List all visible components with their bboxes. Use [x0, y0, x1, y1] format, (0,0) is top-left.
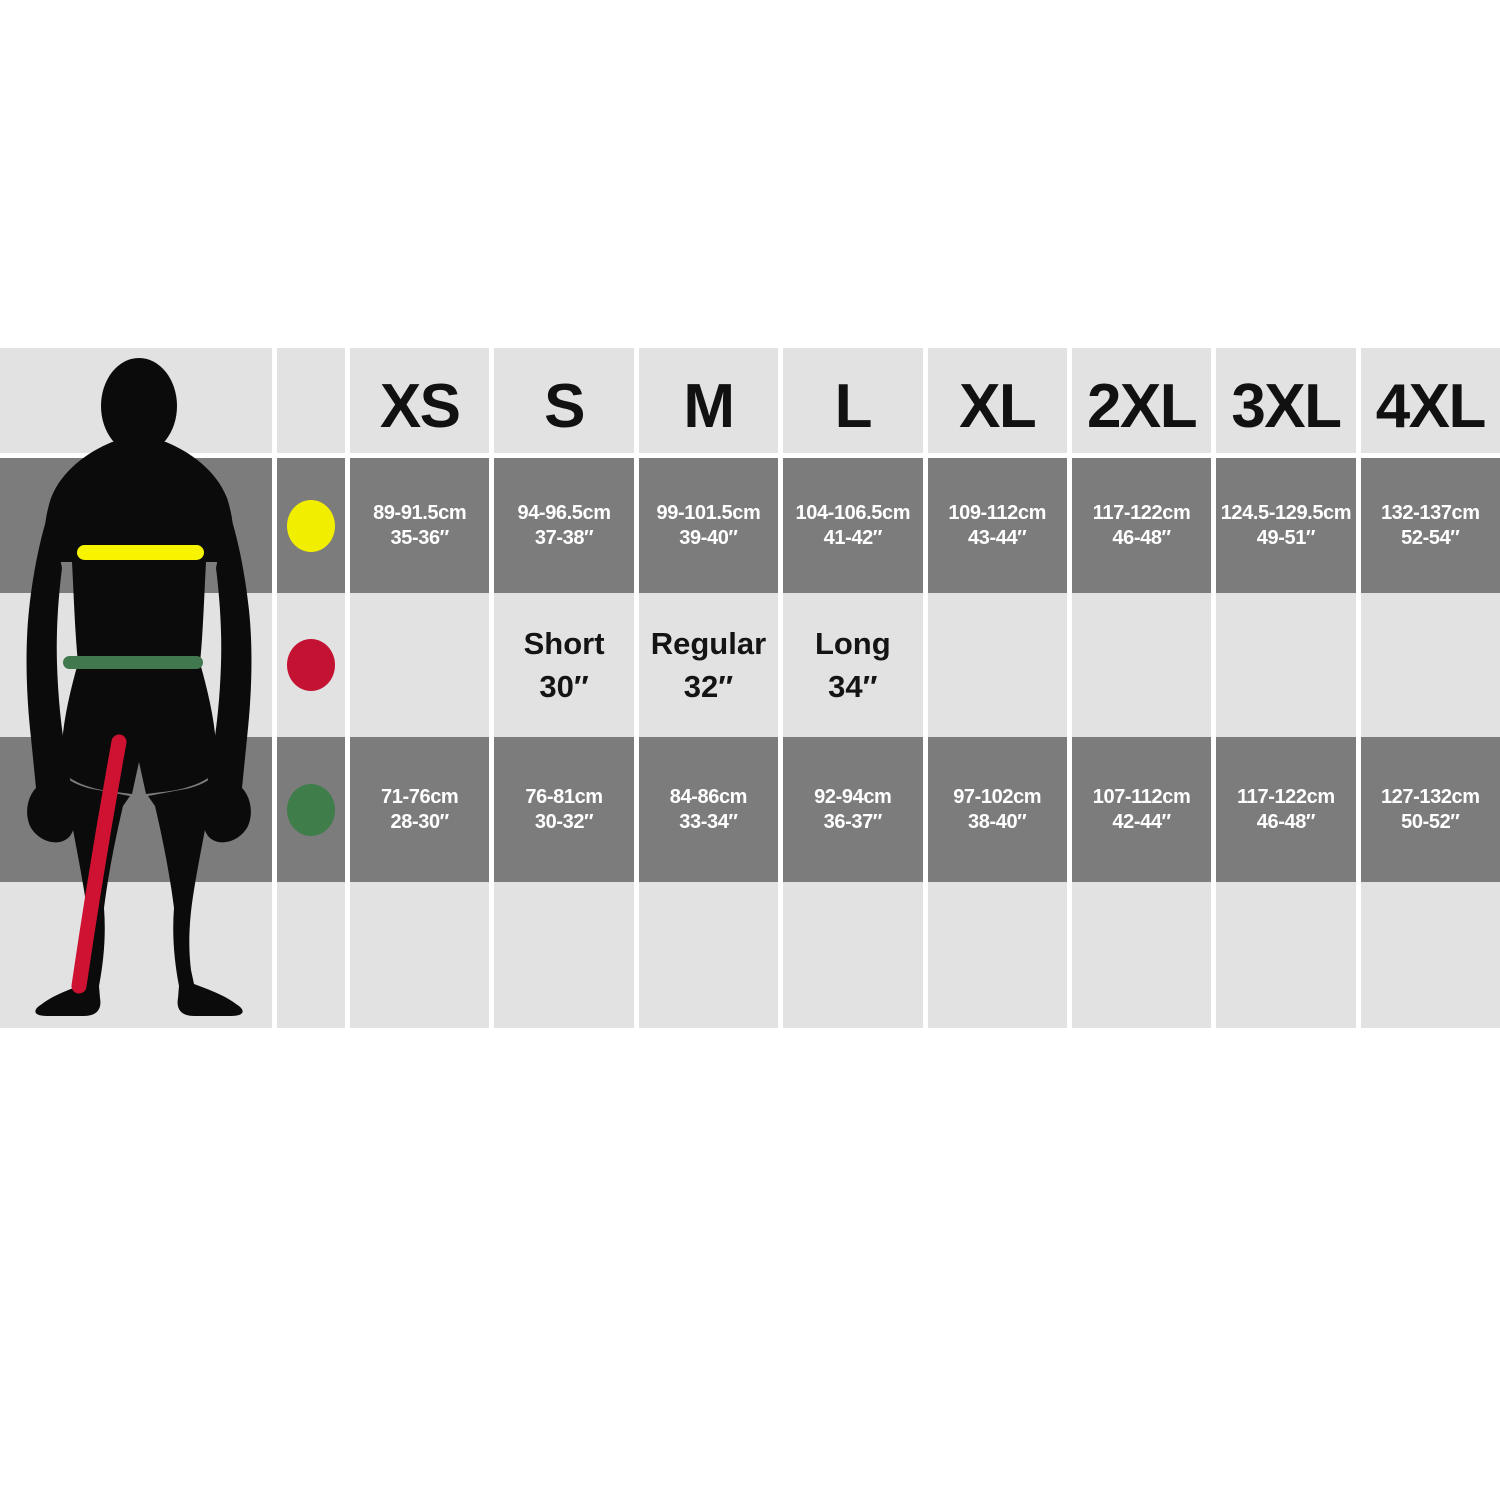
waist-cm: 76-81cm — [525, 785, 603, 808]
chest-in: 39-40″ — [679, 526, 738, 549]
chest-in: 41-42″ — [823, 526, 882, 549]
size-header-cell — [1072, 348, 1211, 453]
waist-indicator-dot-green — [287, 784, 335, 836]
length-cell — [494, 593, 633, 737]
waist-cm: 97-102cm — [953, 785, 1042, 808]
waist-in: 30-32″ — [534, 810, 594, 833]
empty-cell — [783, 882, 922, 1028]
length-in: 32″ — [683, 669, 734, 704]
length-cell — [639, 593, 778, 737]
male-silhouette — [0, 348, 272, 1028]
waist-in: 42-44″ — [1112, 810, 1171, 833]
chest-cell — [1216, 458, 1355, 593]
size-column-2xl — [1072, 348, 1211, 1028]
size-column-3xl — [1216, 348, 1355, 1028]
chest-cell — [494, 458, 633, 593]
chest-in: 52-54″ — [1401, 526, 1460, 549]
length-cell — [783, 593, 922, 737]
chest-cm: 99-101.5cm — [656, 501, 761, 524]
indicator-column — [277, 348, 345, 1028]
size-column-m — [639, 348, 778, 1028]
chest-cm: 117-122cm — [1092, 501, 1191, 524]
size-label: L — [834, 371, 871, 441]
waist-cell — [1072, 737, 1211, 882]
size-column-s — [494, 348, 633, 1028]
size-column-xl — [928, 348, 1067, 1028]
size-label: 3XL — [1231, 371, 1341, 441]
chest-in: 37-38″ — [534, 526, 594, 549]
size-header-cell — [639, 348, 778, 453]
chest-cell — [1361, 458, 1500, 593]
waist-cell — [1216, 737, 1355, 882]
empty-cell — [494, 882, 633, 1028]
waist-cm: 127-132cm — [1380, 785, 1480, 808]
indicator-bottom-cell — [277, 882, 345, 1028]
size-header-cell — [928, 348, 1067, 453]
waist-in: 28-30″ — [390, 810, 449, 833]
head-shape — [101, 358, 177, 454]
empty-cell — [350, 882, 489, 1028]
length-cell — [1072, 593, 1211, 737]
waist-cm: 117-122cm — [1237, 785, 1335, 808]
chest-in: 46-48″ — [1112, 526, 1171, 549]
waist-cm: 92-94cm — [814, 785, 892, 808]
size-label: XS — [379, 371, 460, 441]
waist-cm: 107-112cm — [1092, 785, 1191, 808]
chest-cell — [639, 458, 778, 593]
torso-shape — [44, 438, 234, 794]
chest-band-yellow — [77, 545, 204, 560]
length-in: 34″ — [828, 669, 878, 704]
length-indicator-dot-red — [287, 639, 335, 691]
waist-band-green — [63, 656, 203, 669]
waist-in: 50-52″ — [1401, 810, 1460, 833]
waist-in: 36-37″ — [823, 810, 882, 833]
chest-cell — [350, 458, 489, 593]
size-header-cell — [783, 348, 922, 453]
size-label: M — [683, 371, 734, 441]
chest-indicator-cell — [277, 458, 345, 593]
chest-in: 35-36″ — [390, 526, 449, 549]
waist-indicator-cell — [277, 737, 345, 882]
length-cell — [1216, 593, 1355, 737]
length-in: 30″ — [539, 669, 589, 704]
size-label: S — [544, 371, 584, 441]
chest-in: 49-51″ — [1256, 526, 1316, 549]
waist-in: 38-40″ — [968, 810, 1027, 833]
size-label: XL — [959, 371, 1036, 441]
empty-cell — [1361, 882, 1500, 1028]
length-cell — [350, 593, 489, 737]
size-header-cell — [1361, 348, 1500, 453]
chest-cm: 89-91.5cm — [373, 501, 467, 524]
empty-cell — [1072, 882, 1211, 1028]
size-label: 4XL — [1375, 371, 1485, 441]
empty-cell — [639, 882, 778, 1028]
waist-cell — [1361, 737, 1500, 882]
size-header-cell — [350, 348, 489, 453]
waist-in: 33-34″ — [679, 810, 738, 833]
length-cell — [1361, 593, 1500, 737]
length-label: Regular — [650, 626, 767, 661]
chest-cm: 104-106.5cm — [795, 501, 911, 524]
size-chart-table — [0, 348, 1500, 1028]
waist-cm: 71-76cm — [381, 785, 459, 808]
chest-in: 43-44″ — [968, 526, 1027, 549]
chest-cm: 94-96.5cm — [517, 501, 611, 524]
waist-cell — [350, 737, 489, 882]
size-label: 2XL — [1086, 371, 1197, 441]
chest-cm: 109-112cm — [948, 501, 1046, 524]
waist-in: 46-48″ — [1256, 810, 1316, 833]
size-column-l — [783, 348, 922, 1028]
figure-column — [0, 348, 272, 1028]
size-header-cell — [1216, 348, 1355, 453]
waist-cell — [494, 737, 633, 882]
size-column-xs — [350, 348, 489, 1028]
empty-cell — [1216, 882, 1355, 1028]
chest-cell — [783, 458, 922, 593]
waist-cm: 84-86cm — [669, 785, 748, 808]
chest-cell — [928, 458, 1067, 593]
chest-cm: 124.5-129.5cm — [1220, 501, 1352, 524]
waist-cell — [639, 737, 778, 882]
waist-cell — [783, 737, 922, 882]
length-indicator-cell — [277, 593, 345, 737]
chest-indicator-dot-yellow — [287, 500, 335, 552]
chest-cm: 132-137cm — [1380, 501, 1480, 524]
length-label: Long — [814, 626, 891, 661]
chest-cell — [1072, 458, 1211, 593]
length-cell — [928, 593, 1067, 737]
size-column-4xl — [1361, 348, 1500, 1028]
size-header-cell — [494, 348, 633, 453]
length-label: Short — [523, 626, 605, 661]
indicator-header-cell — [277, 348, 345, 453]
waist-cell — [928, 737, 1067, 882]
empty-cell — [928, 882, 1067, 1028]
